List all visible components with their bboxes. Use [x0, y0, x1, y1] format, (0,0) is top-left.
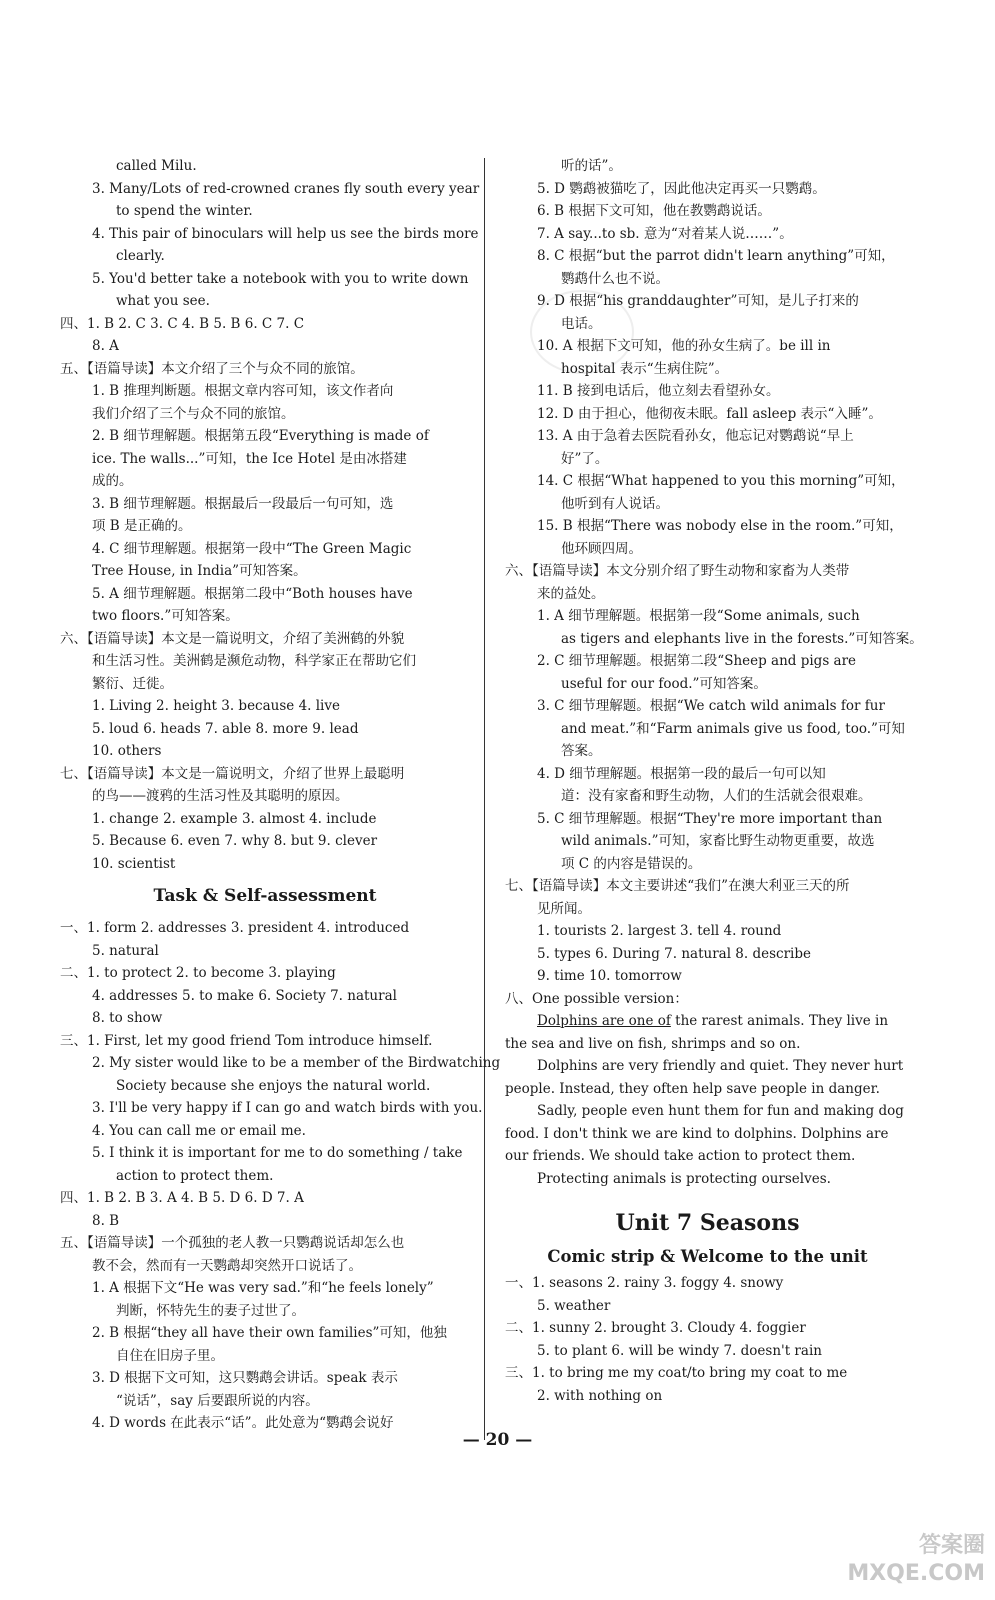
- answer-line: 见所闻。: [537, 900, 591, 917]
- page-number: — 20 —: [462, 1430, 533, 1450]
- answer-line: 3. D 根据下文可知，这只鹦鹉会讲话。speak 表示: [92, 1370, 398, 1386]
- answer-line: 4. This pair of binoculars will help us see the birds more: [92, 225, 479, 242]
- answer-line: 2. C 细节理解题。根据第二段“Sheep and pigs are: [537, 653, 857, 669]
- answer-line: 鹦鹉什么也不说。: [561, 270, 669, 287]
- answer-line: 4. You can call me or email me.: [92, 1122, 306, 1139]
- answer-line: 5. A 细节理解题。根据第二段中“Both houses have: [92, 585, 413, 602]
- answer-line: food. I don't think we are kind to dolphins. Dolphins are: [505, 1125, 889, 1142]
- answer-line: 5. types 6. During 7. natural 8. describe: [537, 945, 812, 962]
- answer-line: 15. B 根据“There was nobody else in the room.”可知，: [537, 518, 903, 534]
- answer-line: 和生活习性。美洲鹤是濒危动物，科学家正在帮助它们: [92, 653, 416, 669]
- answer-line: 八、One possible version：: [505, 990, 688, 1007]
- answer-line: wild animals.”可知，家畜比野生动物更重要，故选: [561, 833, 875, 849]
- answer-line: 5. You'd better take a notebook with you to write down: [92, 270, 469, 287]
- answer-line: 教不会，然而有一天鹦鹉却突然开口说话了。: [92, 1257, 362, 1274]
- answer-line: 4. C 细节理解题。根据第一段中“The Green Magic: [92, 540, 412, 557]
- answer-line: ice. The walls...”可知，the Ice Hotel 是由冰搭建: [92, 450, 407, 467]
- answer-line: 10. scientist: [92, 855, 176, 872]
- answer-line: 8. to show: [92, 1010, 163, 1026]
- answer-line: 9. D 根据“his granddaughter”可知，是儿子打来的: [537, 293, 859, 309]
- answer-line: 5. loud 6. heads 7. able 8. more 9. lead: [92, 720, 359, 737]
- answer-line: 5. Because 6. even 7. why 8. but 9. clever: [92, 833, 378, 849]
- answer-line: 二、1. sunny 2. brought 3. Cloudy 4. foggier: [505, 1320, 806, 1336]
- answer-line: 他环顾四周。: [561, 540, 642, 557]
- answer-line: 5. I think it is important for me to do something / take: [92, 1145, 463, 1161]
- answer-line: 他听到有人说话。: [561, 495, 669, 512]
- answer-line: 六、【语篇导读】本文是一篇说明文，介绍了美洲鹤的外貌: [60, 630, 405, 647]
- answer-line: 道：没有家畜和野生动物，人们的生活就会很艰难。: [561, 788, 872, 804]
- answer-line: Comic strip & Welcome to the unit: [547, 1247, 868, 1266]
- answer-line: the sea and live on fish, shrimps and so on.: [505, 1035, 801, 1052]
- answer-line: 3. I'll be very happy if I can go and watch birds with you.: [92, 1100, 483, 1116]
- answer-line: hospital 表示“生病住院”。: [561, 360, 729, 377]
- answer-line: 听的话”。: [561, 158, 622, 174]
- answer-line: 8. B: [92, 1212, 120, 1229]
- answer-line: Society because she enjoys the natural world.: [116, 1077, 431, 1094]
- answer-line: 三、1. to bring me my coat/to bring my coat to me: [505, 1365, 848, 1381]
- answer-line: 答案。: [561, 743, 602, 759]
- answer-line: 2. B 根据“they all have their own families”可知，他独: [92, 1325, 447, 1341]
- answer-line: 二、1. to protect 2. to become 3. playing: [60, 965, 336, 981]
- answer-line: 5. weather: [537, 1297, 611, 1314]
- answer-line: 1. tourists 2. largest 3. tell 4. round: [537, 923, 782, 939]
- answer-line: 8. A: [92, 338, 119, 354]
- answer-line: 5. to plant 6. will be windy 7. doesn't rain: [537, 1342, 822, 1359]
- answer-line: Unit 7 Seasons: [615, 1210, 800, 1236]
- answer-line: clearly.: [116, 248, 165, 264]
- column-divider: [484, 158, 485, 1440]
- answer-line: “说话”，say 后要跟所说的内容。: [116, 1392, 319, 1409]
- answer-line: 2. with nothing on: [537, 1387, 663, 1404]
- watermark-text: 答案圈 MXQE.COM: [847, 1533, 985, 1586]
- answer-line: 7. A say...to sb. 意为“对着某人说……”。: [537, 225, 793, 242]
- answer-line: 成的。: [92, 473, 133, 489]
- answer-line: 10. others: [92, 743, 162, 759]
- answer-line: 六、【语篇导读】本文分别介绍了野生动物和家畜为人类带: [505, 563, 850, 579]
- answer-line: people. Instead, they often help save people in danger.: [505, 1080, 880, 1097]
- left-column: [60, 155, 501, 1435]
- answer-line: 5. C 细节理解题。根据“They're more important than: [537, 810, 883, 827]
- answer-line: our friends. We should take action to protect them.: [505, 1148, 856, 1164]
- answer-line: called Milu.: [116, 158, 197, 174]
- answer-line: 一、1. form 2. addresses 3. president 4. introduced: [60, 920, 410, 936]
- answer-line: 3. Many/Lots of red-crowned cranes fly south every year: [92, 180, 480, 197]
- answer-line: 4. addresses 5. to make 6. Society 7. natural: [92, 987, 397, 1004]
- answer-line: 5. D 鹦鹉被猫吃了，因此他决定再买一只鹦鹉。: [537, 180, 826, 197]
- answer-line: 9. time 10. tomorrow: [537, 968, 682, 984]
- answer-line: 我们介绍了三个与众不同的旅馆。: [92, 405, 295, 422]
- answer-line: 4. D 细节理解题。根据第一段的最后一句可以知: [537, 765, 826, 782]
- answer-line: 3. B 细节理解题。根据最后一段最后一句可知，选: [92, 495, 394, 512]
- answer-line: 五、【语篇导读】一个孤独的老人教一只鹦鹉说话却怎么也: [60, 1235, 405, 1251]
- answer-line: 四、1. B 2. B 3. A 4. B 5. D 6. D 7. A: [60, 1190, 304, 1206]
- answer-line: 1. B 推理判断题。根据文章内容可知，该文作者向: [92, 383, 394, 399]
- answer-line: Tree House, in India”可知答案。: [92, 563, 307, 579]
- answer-line: 2. My sister would like to be a member of the Birdwatching: [92, 1055, 501, 1071]
- answer-line: 14. C 根据“What happened to you this morning”可知，: [537, 473, 905, 489]
- answer-line: Task & Self-assessment: [153, 886, 377, 906]
- answer-line: 6. B 根据下文可知，他在教鹦鹉说话。: [537, 203, 771, 219]
- answer-line: 自住在旧房子里。: [116, 1347, 224, 1364]
- answer-line: two floors.”可知答案。: [92, 608, 239, 624]
- answer-line: 五、【语篇导读】本文介绍了三个与众不同的旅馆。: [60, 360, 364, 377]
- right-column: [505, 155, 923, 1407]
- answer-line: 一、1. seasons 2. rainy 3. foggy 4. snowy: [505, 1275, 784, 1291]
- answer-line: 项 B 是正确的。: [92, 518, 192, 534]
- answer-line: 1. Living 2. height 3. because 4. live: [92, 698, 340, 714]
- answer-line: 13. A 由于急着去医院看孙女，他忘记对鹦鹉说“早上: [537, 428, 854, 444]
- watermark-logo: [825, 1532, 985, 1592]
- answer-line: 三、1. First, let my good friend Tom introduce himself.: [60, 1032, 433, 1049]
- answer-line: 5. natural: [92, 942, 159, 959]
- answer-line: 好”了。: [561, 450, 609, 467]
- answer-line: 判断，怀特先生的妻子过世了。: [116, 1302, 305, 1319]
- answer-line: 1. A 根据下文“He was very sad.”和“he feels lonely”: [92, 1280, 434, 1296]
- answer-line: 2. B 细节理解题。根据第五段“Everything is made of: [92, 428, 429, 444]
- answer-line: 七、【语篇导读】本文是一篇说明文，介绍了世界上最聪明: [60, 765, 405, 782]
- answer-line: 12. D 由于担心，他彻夜未眠。fall asleep 表示“入睡”。: [537, 405, 882, 422]
- answer-line: Protecting animals is protecting ourselves.: [537, 1170, 831, 1187]
- answer-line: 1. change 2. example 3. almost 4. include: [92, 810, 377, 827]
- answer-line: 来的益处。: [537, 585, 605, 602]
- answer-line: 3. C 细节理解题。根据“We catch wild animals for fur: [537, 698, 885, 714]
- answer-line: Dolphins are one of the rarest animals. They live in: [537, 1013, 889, 1029]
- answer-line: 4. D words 在此表示“话”。此处意为“鹦鹉会说好: [92, 1415, 394, 1431]
- answer-line: useful for our food.”可知答案。: [561, 675, 767, 692]
- answer-line: to spend the winter.: [116, 203, 253, 219]
- answer-line: what you see.: [116, 293, 210, 309]
- answer-line: 七、【语篇导读】本文主要讲述“我们”在澳大利亚三天的所: [505, 878, 850, 894]
- answer-line: Dolphins are very friendly and quiet. They never hurt: [537, 1058, 904, 1074]
- answer-line: 1. A 细节理解题。根据第一段“Some animals, such: [537, 608, 860, 624]
- answer-line: 繁衍、迁徙。: [92, 675, 173, 692]
- answer-line: and meat.”和“Farm animals give us food, too.”可知: [561, 720, 905, 737]
- answer-line: 10. A 根据下文可知，他的孙女生病了。be ill in: [537, 338, 831, 354]
- answer-line: Sadly, people even hunt them for fun and making dog: [537, 1103, 904, 1119]
- answer-line: 8. C 根据“but the parrot didn't learn anything”可知，: [537, 248, 895, 264]
- answer-line: as tigers and elephants live in the forests.”可知答案。: [561, 630, 923, 647]
- answer-line: 电话。: [561, 315, 602, 332]
- answer-line: 的鸟——渡鸦的生活习性及其聪明的原因。: [92, 788, 349, 804]
- answer-line: 项 C 的内容是错误的。: [561, 855, 702, 872]
- answer-line: 四、1. B 2. C 3. C 4. B 5. B 6. C 7. C: [60, 315, 305, 332]
- answer-line: action to protect them.: [116, 1167, 274, 1184]
- answer-line: 11. B 接到电话后，他立刻去看望孙女。: [537, 383, 780, 399]
